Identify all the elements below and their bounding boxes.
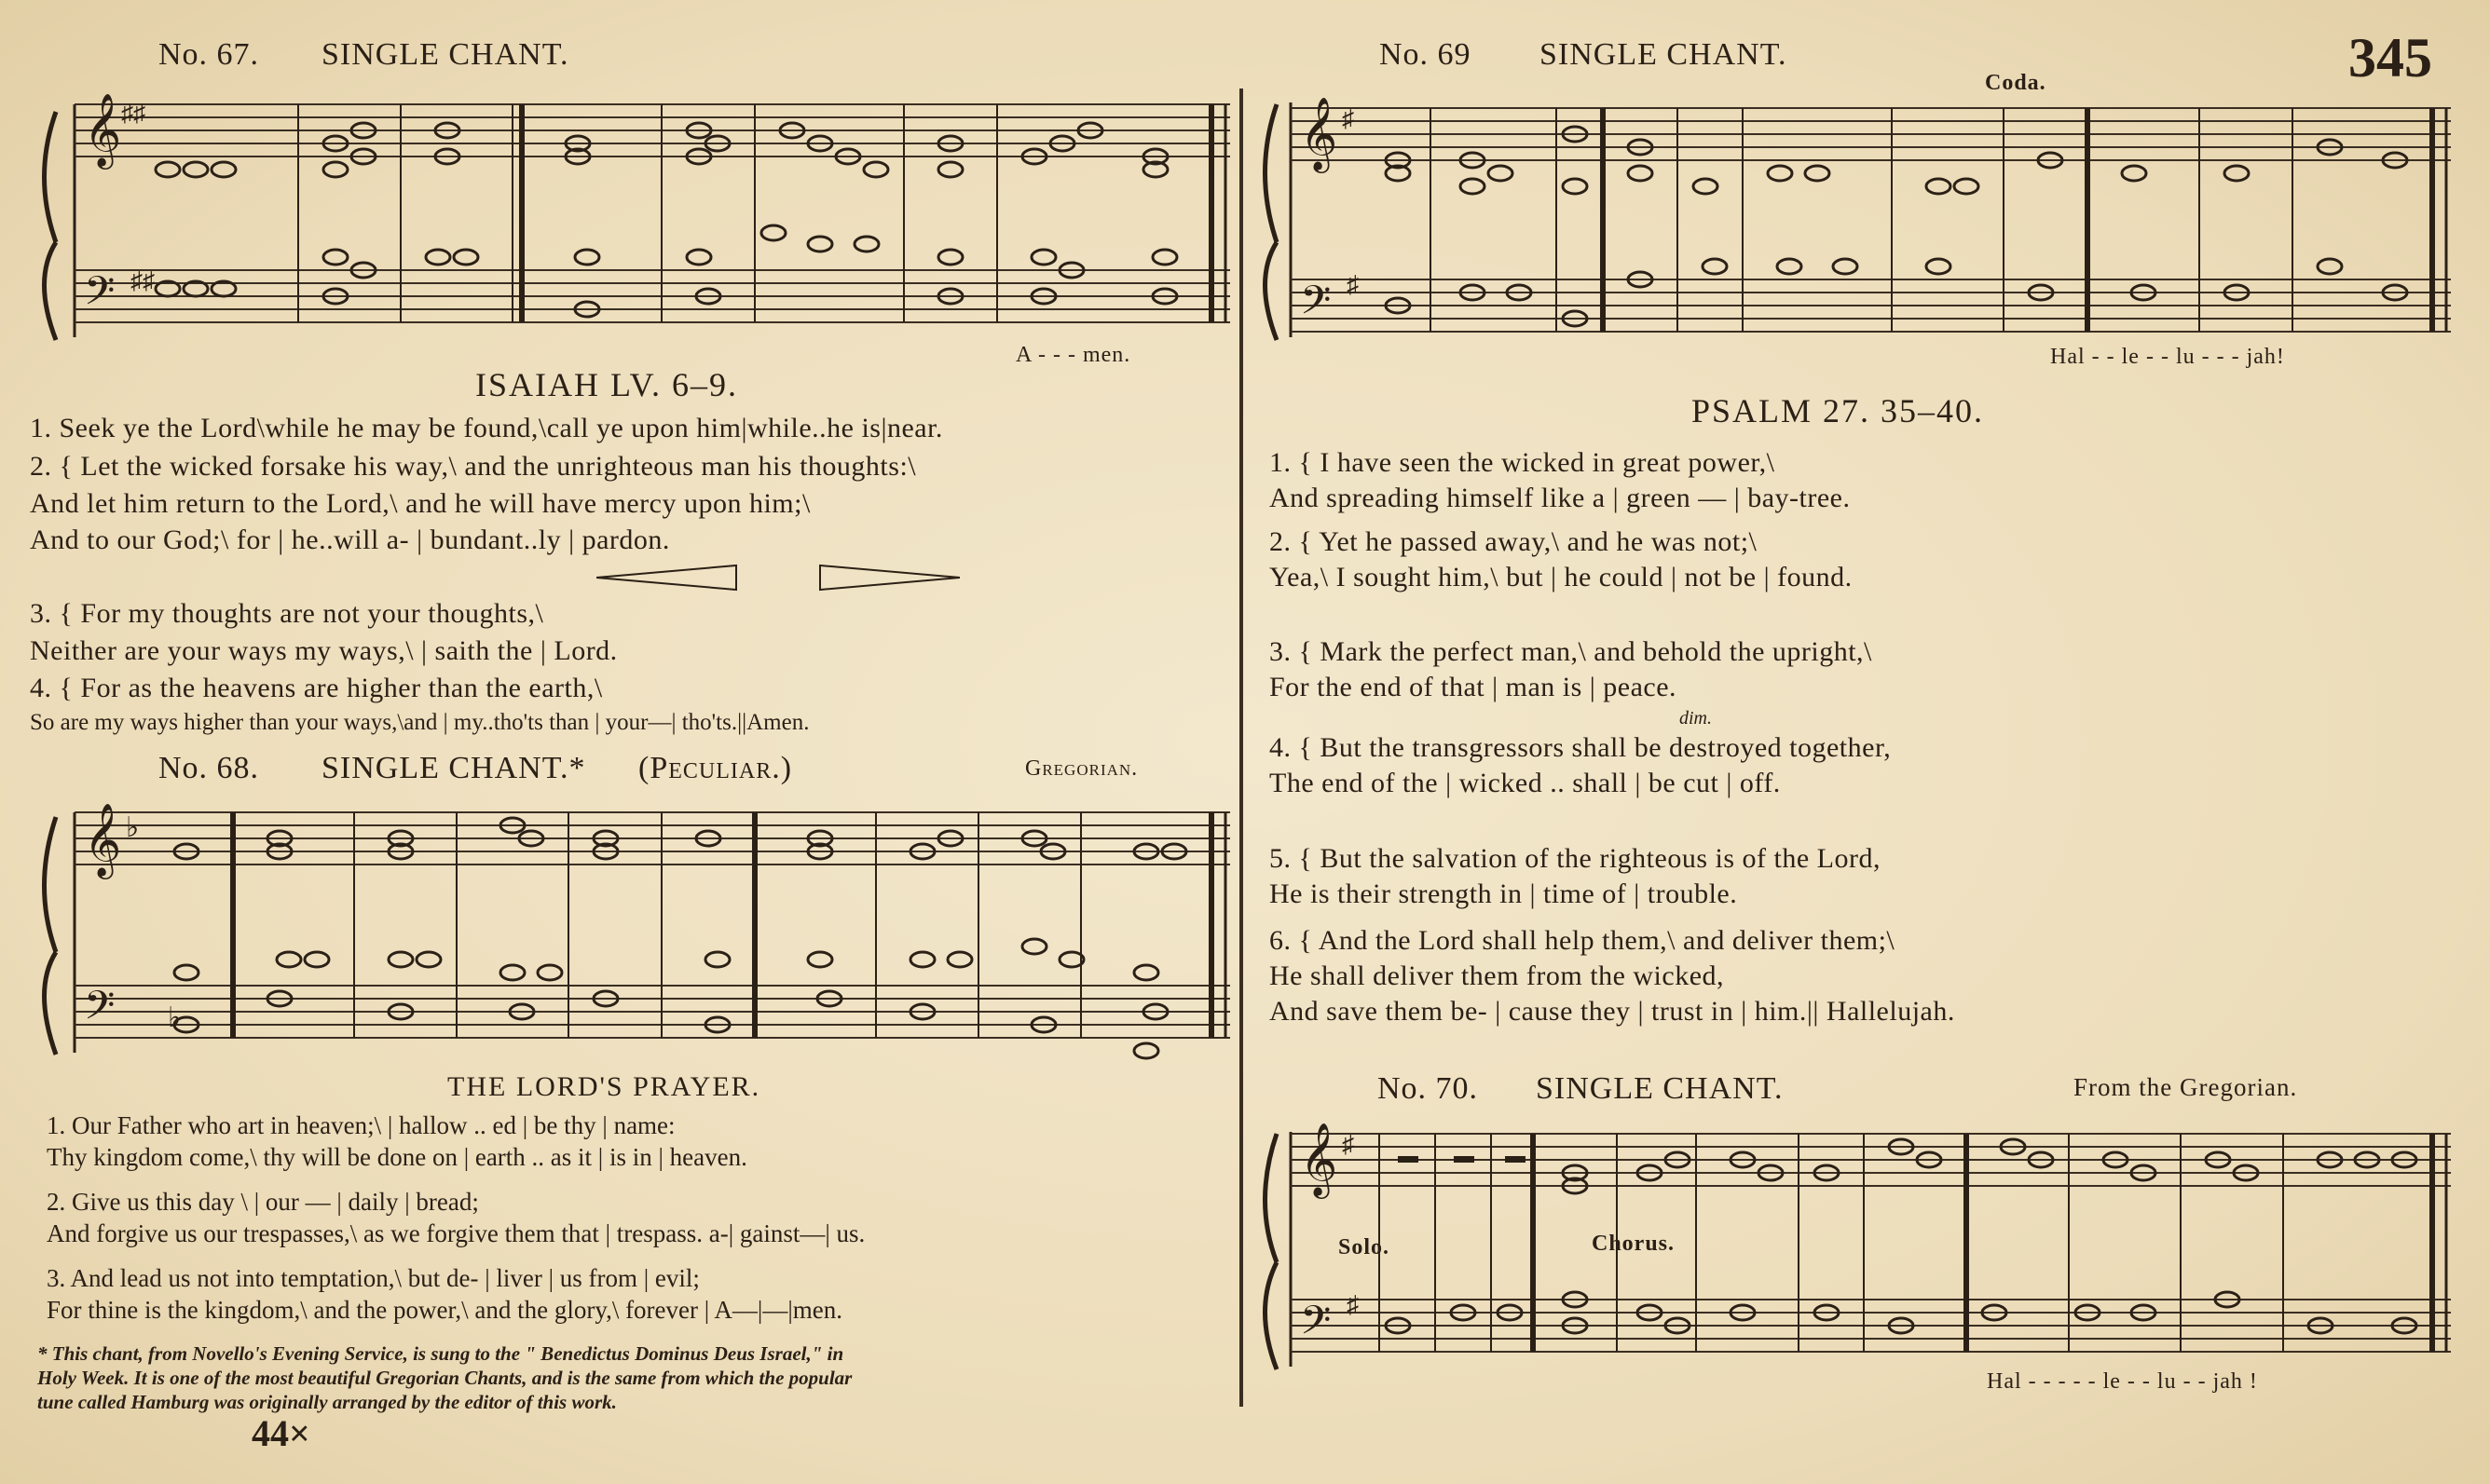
verse-line: And to our God;\ for | he..will a- | bundant..ly | pardon. bbox=[30, 524, 670, 555]
verse-line: 3. And lead us not into temptation,\ but de- | liver | us from | evil; bbox=[47, 1264, 700, 1292]
svg-text:𝄞: 𝄞 bbox=[84, 93, 122, 167]
chant-67-type: SINGLE CHANT. bbox=[322, 37, 569, 72]
verse-line: And spreading himself like a | green — | bay-tree. bbox=[1269, 483, 1851, 513]
verse-line: He shall deliver them from the wicked, bbox=[1269, 960, 1725, 991]
chant-67-number: No. 67. bbox=[158, 37, 260, 72]
chant-70-source: From the Gregorian. bbox=[2073, 1073, 2298, 1101]
chant-68-peculiar: (Peculiar.) bbox=[638, 751, 793, 785]
footnote-line: Holy Week. It is one of the most beautiful Gregorian Chants, and is the same from which the popular bbox=[37, 1367, 853, 1389]
footnote-line: tune called Hamburg was originally arranged by the editor of this work. bbox=[37, 1391, 617, 1413]
verse-line: 2. { Let the wicked forsake his way,\ and the unrighteous man his thoughts:\ bbox=[30, 451, 917, 482]
chant-68-source: Gregorian. bbox=[1025, 756, 1139, 781]
verse-line: Neither are your ways my ways,\ | saith the | Lord. bbox=[30, 635, 618, 666]
music-stave-68 bbox=[28, 803, 1239, 1064]
chant-69-scripture: PSALM 27. 35–40. bbox=[1691, 392, 1985, 429]
verse-line: So are my ways higher than your ways,\and | my..tho'ts than | your—| tho'ts.||Amen. bbox=[30, 710, 810, 735]
verse-line: 1. Seek ye the Lord\while he may be found,\call ye upon him|while..he is|near. bbox=[30, 413, 943, 443]
svg-text:𝄞: 𝄞 bbox=[1300, 97, 1338, 170]
chant-68-title: THE LORD'S PRAYER. bbox=[447, 1071, 761, 1102]
music-stave-70 bbox=[1249, 1123, 2460, 1374]
verse-line: And save them be- | cause they | trust in | him.|| Hallelujah. bbox=[1269, 996, 1955, 1027]
verse-line: Thy kingdom come,\ thy will be done on | earth .. as it | is in | heaven. bbox=[47, 1143, 747, 1171]
ornament-divider bbox=[596, 564, 960, 592]
svg-text:♭: ♭ bbox=[126, 812, 140, 843]
svg-text:♯: ♯ bbox=[1347, 1291, 1359, 1318]
svg-text:♯: ♯ bbox=[1342, 1131, 1354, 1158]
svg-text:𝄞: 𝄞 bbox=[84, 803, 122, 877]
svg-text:♯: ♯ bbox=[1347, 271, 1359, 298]
svg-text:𝄢: 𝄢 bbox=[84, 983, 116, 1039]
verse-line: 4. { But the transgressors shall be destroyed together, bbox=[1269, 732, 1892, 763]
chant-70-type: SINGLE CHANT. bbox=[1536, 1071, 1784, 1106]
chant-70-solo: Solo. bbox=[1338, 1235, 1390, 1259]
signature-mark: 44× bbox=[252, 1412, 310, 1454]
chant-69-hallelujah: Hal - - le - - lu - - - jah! bbox=[2050, 345, 2285, 369]
svg-text:♯: ♯ bbox=[1342, 105, 1354, 132]
page-number: 345 bbox=[2348, 27, 2432, 88]
verse-line: Yea,\ I sought him,\ but | he could | not be | found. bbox=[1269, 562, 1853, 592]
chant-70-hallelujah: Hal - - - - - le - - lu - - jah ! bbox=[1987, 1369, 2258, 1394]
dim-marking: dim. bbox=[1679, 708, 1712, 728]
verse-line: 1. Our Father who art in heaven;\ | hallow .. ed | be thy | name: bbox=[47, 1111, 676, 1139]
chant-69-coda: Coda. bbox=[1985, 71, 2046, 95]
svg-text:♭: ♭ bbox=[168, 1002, 182, 1033]
verse-line: He is their strength in | time of | trouble. bbox=[1269, 878, 1738, 909]
chant-68-type: SINGLE CHANT.* bbox=[322, 751, 586, 785]
svg-text:♯♯: ♯♯ bbox=[121, 100, 145, 127]
chant-69-number: No. 69 bbox=[1379, 37, 1471, 72]
verse-line: For the end of that | man is | peace. bbox=[1269, 672, 1677, 702]
svg-text:𝄢: 𝄢 bbox=[1300, 278, 1332, 334]
verse-line: 3. { For my thoughts are not your thoughts,\ bbox=[30, 598, 544, 629]
chant-67-scripture: ISAIAH LV. 6–9. bbox=[475, 366, 739, 403]
verse-line: For thine is the kingdom,\ and the power,\ and the glory,\ forever | A—|—|men. bbox=[47, 1296, 842, 1324]
svg-text:𝄞: 𝄞 bbox=[1300, 1123, 1338, 1196]
chant-67-amen: A - - - men. bbox=[1016, 343, 1131, 367]
column-divider bbox=[1239, 88, 1243, 1407]
svg-text:♯♯: ♯♯ bbox=[130, 267, 155, 294]
verse-line: 2. { Yet he passed away,\ and he was not;\ bbox=[1269, 526, 1758, 557]
verse-line: 5. { But the salvation of the righteous is of the Lord, bbox=[1269, 843, 1881, 874]
footnote-line: * This chant, from Novello's Evening Service, is sung to the " Benedictus Dominus Deus Israel," in bbox=[37, 1342, 844, 1365]
svg-text:𝄢: 𝄢 bbox=[1300, 1298, 1332, 1354]
chant-69-type: SINGLE CHANT. bbox=[1539, 37, 1787, 72]
chant-70-chorus: Chorus. bbox=[1592, 1232, 1676, 1256]
music-stave-67 bbox=[28, 93, 1239, 345]
verse-line: 4. { For as the heavens are higher than the earth,\ bbox=[30, 673, 603, 703]
verse-line: And forgive us our trespasses,\ as we forgive them that | trespass. a-| gainst—| us. bbox=[47, 1219, 866, 1247]
music-stave-69 bbox=[1249, 93, 2460, 345]
verse-line: And let him return to the Lord,\ and he will have mercy upon him;\ bbox=[30, 488, 811, 519]
verse-line: 6. { And the Lord shall help them,\ and deliver them;\ bbox=[1269, 925, 1895, 956]
verse-line: 2. Give us this day \ | our — | daily | bread; bbox=[47, 1188, 479, 1216]
chant-68-number: No. 68. bbox=[158, 751, 260, 785]
verse-line: The end of the | wicked .. shall | be cut | off. bbox=[1269, 768, 1781, 798]
verse-line: 1. { I have seen the wicked in great power,\ bbox=[1269, 447, 1775, 478]
verse-line: 3. { Mark the perfect man,\ and behold the upright,\ bbox=[1269, 636, 1872, 667]
svg-text:𝄢: 𝄢 bbox=[84, 268, 116, 324]
chant-70-number: No. 70. bbox=[1377, 1071, 1479, 1106]
